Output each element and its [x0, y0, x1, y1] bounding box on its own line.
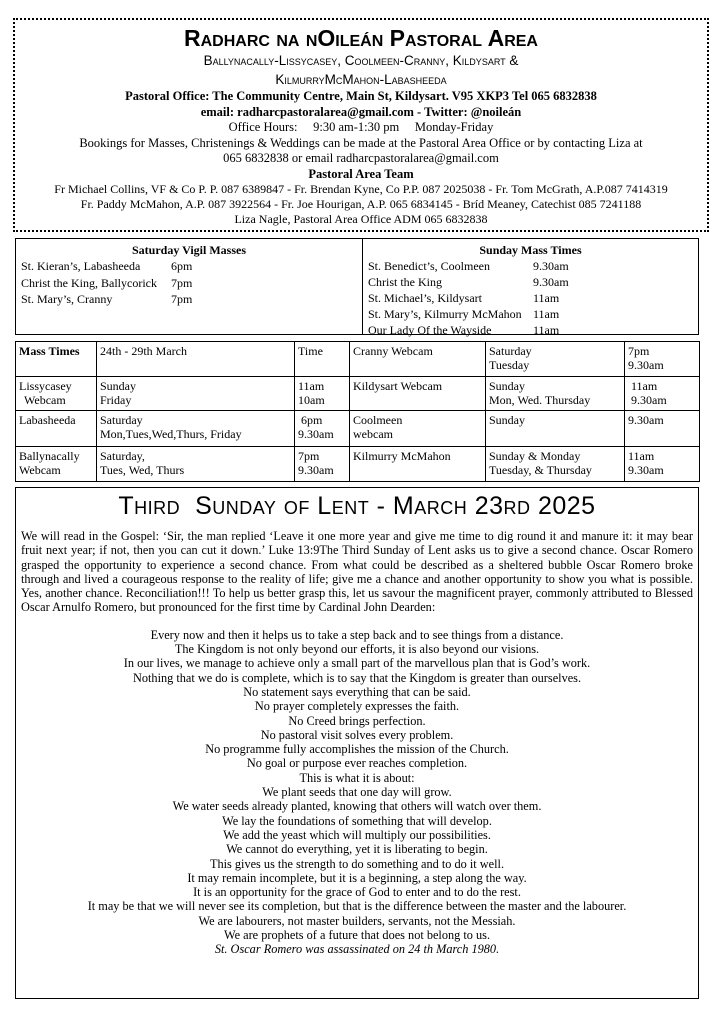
reflection-article [15, 487, 699, 999]
cell-line: Ballynacally [19, 449, 80, 464]
cell-line: Tues, Wed, Thurs [100, 463, 185, 478]
table-cell [625, 447, 700, 482]
poem-line: No prayer completely expresses the faith. [254, 699, 460, 714]
cell-line: Saturday [489, 344, 532, 358]
office-hours: Office Hours: 9:30 am-1:30 pm Monday-Friday [228, 120, 494, 134]
table-cell: Kilmurry McMahon [350, 447, 486, 482]
cell-line: 11am [628, 449, 655, 464]
table-cell: Kildysart Webcam [350, 376, 486, 411]
vigil-row [16, 275, 362, 292]
table-header-row [16, 342, 700, 377]
table-cell [16, 376, 97, 411]
contact-email: email: radharcpastoralarea@gmail.com - Twitter: @noileán [200, 104, 522, 119]
cell-line: 11am [298, 378, 325, 393]
poem-line: We plant seeds that one day will grow. [262, 785, 452, 800]
sunday-church: St. Benedict’s, Coolmeen [368, 259, 490, 273]
poem-line: The Kingdom is not only beyond our efforts, it is also beyond our visions. [174, 642, 540, 657]
sunday-heading: Sunday Mass Times [479, 243, 582, 257]
weekday-schedule-table [15, 341, 700, 482]
table-cell [350, 411, 486, 447]
cell-line: Sunday & Monday [489, 449, 581, 464]
cell-line: Saturday [100, 413, 143, 428]
sunday-time: 11am [533, 307, 560, 321]
cell-line: 9.30am [628, 358, 664, 372]
cell-line: Webcam [19, 463, 61, 478]
vigil-church: St. Mary’s, Cranny [21, 292, 113, 306]
poem-line: We cannot do everything, yet it is liberating to begin. [226, 842, 488, 857]
sunday-church: Our Lady Of the Wayside [368, 323, 492, 337]
vigil-time: 6pm [171, 259, 193, 273]
poem-line: We are labourers, not master builders, servants, not the Messiah. [198, 913, 516, 928]
cell-line: Mon, Wed. Thursday [489, 392, 591, 407]
table-cell [625, 342, 700, 377]
romero-credit: St. Oscar Romero was assassinated on 24 th March 1980. [214, 942, 500, 957]
poem-line: No Creed brings perfection. [288, 713, 426, 728]
poem-line: We are prophets of a future that does not belong to us. [223, 928, 491, 943]
sunday-church: St. Michael’s, Kildysart [368, 291, 482, 305]
table-cell [97, 411, 295, 447]
article-intro: We will read in the Gospel: ‘Sir, the man replied ‘Leave it one more year and give me time to dig round it and manure it: it may bear fruit next year; if not, then you can cut it down.’ Luke 13:9The Third Sunday of Lent asks us to give a second chance. Oscar Romero grasped the opportunity to experience a second chance. From what could be described as a sheltered bubble Oscar Romero broke through and lived a courageous response to the reality of life; give me a chance and another opportunity to show you what is possible. Yes, another chance. Reconciliation!!! To help us better grasp this, let us savour the magnificent prayer, commonly attributed to Blessed Oscar Arnulfo Romero, but pronounced for the first time by Cardinal John Dearden: [21, 529, 693, 615]
cell-line: 9.30am [628, 463, 664, 478]
table-cell [295, 411, 350, 447]
poem-line: No goal or purpose ever reaches completion. [246, 756, 468, 771]
table-cell [295, 376, 350, 411]
table-row [16, 376, 700, 411]
cell-line: Tuesday [489, 358, 530, 372]
table-cell [486, 342, 625, 377]
vigil-row [16, 258, 362, 275]
team-line-3: Liza Nagle, Pastoral Area Office ADM 065 6832838 [234, 212, 488, 226]
sunday-masses [362, 239, 698, 337]
poem-line: No pastoral visit solves every problem. [260, 727, 454, 742]
cell-line: Coolmeen [353, 413, 403, 428]
vigil-masses [16, 239, 362, 334]
header-box [13, 18, 709, 232]
table-row [16, 411, 700, 447]
team-line-1: Fr Michael Collins, VF & Co P. P. 087 6389847 - Fr. Brendan Kyne, Co P.P. 087 2025038 - Fr. Tom McGrath, A.P.087 7414319 [54, 182, 668, 196]
sunday-time: 9.30am [533, 259, 569, 273]
sunday-time: 11am [533, 323, 560, 337]
cell-line: Friday [100, 392, 132, 407]
team-line-2: Fr. Paddy McMahon, A.P. 087 3922564 - Fr. Joe Hourigan, A.P. 065 6834145 - Bríd Meaney, Catechist 085 7241188 [80, 197, 642, 211]
table-cell [97, 447, 295, 482]
parish-title: Radharc na nOileán Pastoral Area [184, 25, 538, 51]
cell-line: 9.30am [298, 427, 334, 442]
cell-line: 9.30am [631, 392, 667, 407]
sunday-time: 11am [533, 291, 560, 305]
cell-line: Sunday [489, 378, 525, 393]
poem-line: No programme fully accomplishes the mission of the Church. [205, 742, 509, 757]
bookings-line-2: 065 6832838 or email radharcpastoralarea@gmail.com [223, 151, 499, 165]
table-cell [295, 447, 350, 482]
poem-line: It is an opportunity for the grace of God to enter and to do the rest. [193, 885, 521, 900]
cell-line: Sunday [100, 378, 136, 393]
poem-line: No statement says everything that can be said. [243, 684, 471, 699]
cell-line: Webcam [24, 392, 66, 407]
vigil-time: 7pm [171, 275, 193, 290]
poem-line: We add the yeast which will multiply our possibilities. [223, 827, 491, 842]
poem-line: We water seeds already planted, knowing that others will watch over them. [172, 799, 542, 814]
cell-line: Lissycasey [19, 378, 72, 393]
team-heading: Pastoral Area Team [308, 166, 414, 181]
cell-line: 9.30am [298, 463, 334, 478]
table-cell: Sunday [486, 411, 625, 447]
cell-line: Tuesday, & Thursday [489, 463, 592, 478]
vigil-church: Christ the King, Ballycorick [21, 275, 157, 290]
table-cell: Cranny Webcam [350, 342, 486, 377]
poem-line: Every now and then it helps us to take a step back and to see things from a distance. [150, 627, 564, 642]
cell-line: 10am [298, 392, 325, 407]
sunday-row [363, 322, 698, 338]
table-cell [486, 376, 625, 411]
sunday-row [363, 258, 698, 274]
table-header-cell: Time [295, 342, 350, 377]
table-header-cell: Mass Times [16, 342, 97, 377]
sunday-church: Christ the King [368, 275, 442, 289]
poem-line: Nothing that we do is complete, which is to say that the Kingdom is greater than ourselves. [132, 670, 582, 685]
poem-line: This is what it is about: [299, 770, 415, 785]
poem-line: It may remain incomplete, but it is a beginning, a step along the way. [187, 870, 527, 885]
poem-line: In our lives, we manage to achieve only a small part of the marvellous plan that is God’s work. [123, 656, 591, 671]
vigil-row [16, 291, 362, 308]
table-cell [97, 376, 295, 411]
poem-line: We lay the foundations of something that will develop. [222, 813, 492, 828]
mass-times-box [15, 238, 699, 335]
table-row [16, 447, 700, 482]
table-cell: 9.30am [625, 411, 700, 447]
cell-line: webcam [353, 427, 393, 442]
vigil-heading: Saturday Vigil Masses [131, 243, 246, 257]
sunday-row [363, 290, 698, 306]
table-cell: Labasheeda [16, 411, 97, 447]
article-title: Third Sunday of Lent - March 23rd 2025 [118, 492, 596, 520]
parish-subtitle-2: KilmurryMcMahon-Labasheeda [275, 72, 447, 87]
prayer-poem [16, 628, 698, 957]
vigil-time: 7pm [171, 292, 193, 306]
sunday-row [363, 274, 698, 290]
cell-line: 6pm [301, 413, 323, 428]
poem-line: This gives us the strength to do something and to do it well. [209, 856, 505, 871]
poem-line: It may be that we will never see its completion, but that is the difference between the master and the labourer. [87, 899, 627, 914]
table-cell [486, 447, 625, 482]
office-address: Pastoral Office: The Community Centre, Main St, Kildysart. V95 XKP3 Tel 065 6832838 [125, 89, 597, 103]
cell-line: 7pm [298, 449, 320, 464]
sunday-time: 9.30am [533, 275, 569, 289]
cell-line: Saturday, [100, 449, 145, 464]
sunday-church: St. Mary’s, Kilmurry McMahon [368, 307, 522, 321]
cell-line: Mon,Tues,Wed,Thurs, Friday [100, 427, 242, 442]
table-cell [625, 376, 700, 411]
cell-line: 11am [631, 378, 658, 393]
table-header-cell: 24th - 29th March [97, 342, 295, 377]
table-cell [16, 447, 97, 482]
vigil-church: St. Kieran’s, Labasheeda [21, 259, 141, 273]
sunday-row [363, 306, 698, 322]
cell-line: 7pm [628, 344, 650, 358]
bookings-line-1: Bookings for Masses, Christenings & Weddings can be made at the Pastoral Area Office or by contacting Liza at [79, 135, 643, 150]
parish-subtitle-1: Ballynacally-Lissycasey, Coolmeen-Cranny, Kildysart & [203, 53, 519, 68]
